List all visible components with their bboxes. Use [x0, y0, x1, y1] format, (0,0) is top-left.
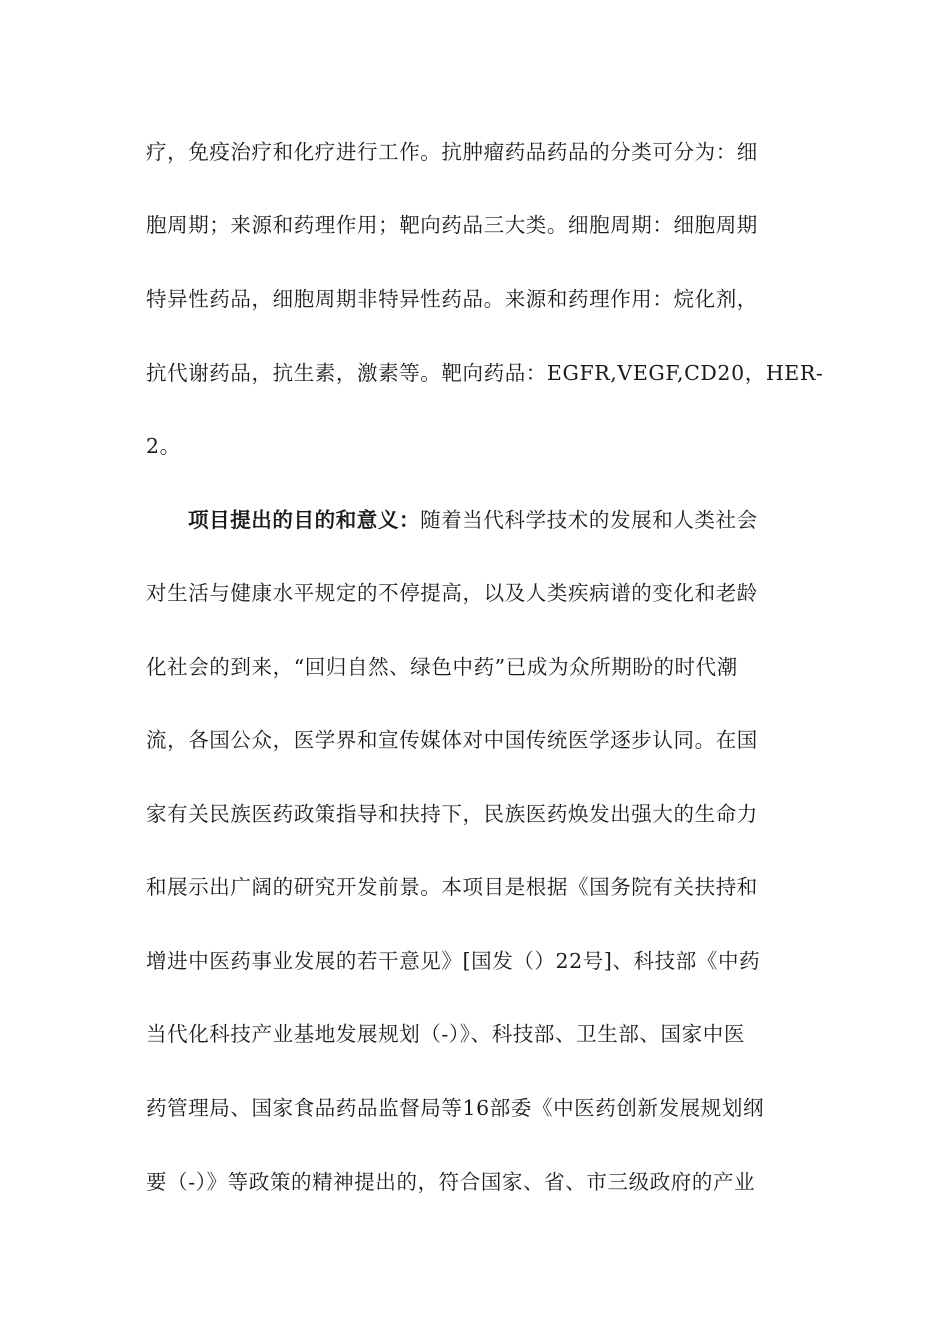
paragraph-2-line-10: 要（-）》等政策的精神提出的，符合国家、省、市三级政府的产业: [146, 1170, 756, 1194]
paragraph-1-line-4: 抗代谢药品，抗生素，激素等。靶向药品：EGFR,VEGF,CD20，HER-: [146, 361, 824, 385]
paragraph-2-line-5: 家有关民族医药政策指导和扶持下，民族医药焕发出强大的生命力: [146, 802, 758, 826]
paragraph-2-line-6: 和展示出广阔的研究开发前景。本项目是根据《国务院有关扶持和: [146, 875, 758, 899]
paragraph-1-line-3: 特异性药品，细胞周期非特异性药品。来源和药理作用：烷化剂，: [146, 287, 758, 311]
paragraph-2-line-9: 药管理局、国家食品药品监督局等16部委《中医药创新发展规划纲: [146, 1096, 765, 1120]
paragraph-1-line-5: 2。: [146, 434, 181, 458]
paragraph-2-first-line-text: 随着当代科学技术的发展和人类社会: [420, 508, 758, 532]
paragraph-2-line-7: 增进中医药事业发展的若干意见》[国发（）22号]、科技部《中药: [146, 949, 761, 973]
paragraph-1-line-1: 疗，免疫治疗和化疗进行工作。抗肿瘤药品药品的分类可分为：细: [146, 140, 758, 164]
paragraph-2-line-8: 当代化科技产业基地发展规划（-）》、科技部、卫生部、国家中医: [146, 1022, 745, 1046]
paragraph-2-line-3: 化社会的到来，“回归自然、绿色中药”已成为众所期盼的时代潮: [146, 655, 738, 679]
paragraph-1-line-2: 胞周期；来源和药理作用；靶向药品三大类。细胞周期：细胞周期: [146, 213, 758, 237]
paragraph-2-first-line: [188, 505, 758, 535]
section-heading: 项目提出的目的和意义：: [188, 508, 421, 532]
paragraph-2-line-2: 对生活与健康水平规定的不停提高，以及人类疾病谱的变化和老龄: [146, 581, 758, 605]
paragraph-2-line-4: 流，各国公众，医学界和宣传媒体对中国传统医学逐步认同。在国: [146, 728, 758, 752]
